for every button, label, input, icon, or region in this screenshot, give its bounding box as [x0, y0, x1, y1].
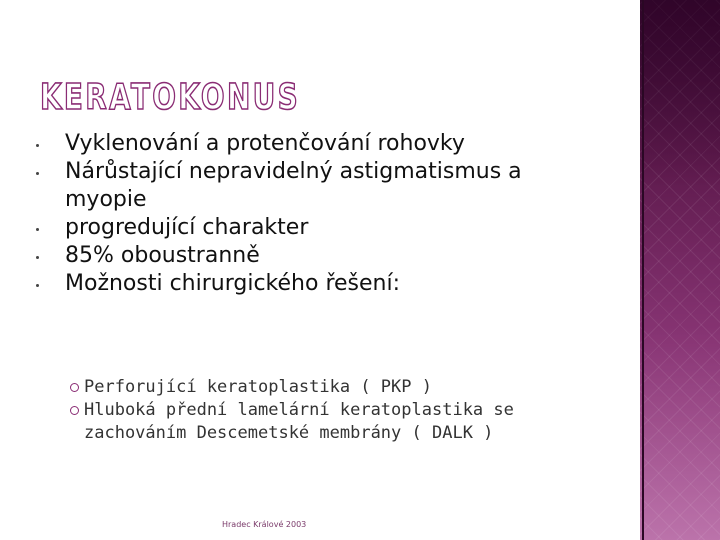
sub-bullet-item	[70, 376, 610, 399]
small-dot-icon	[30, 278, 44, 292]
bullet-text: 85% oboustranně	[65, 243, 260, 268]
small-dot-icon	[30, 250, 44, 264]
bullet-item	[30, 270, 590, 298]
bullet-text: progredující charakter	[65, 215, 309, 240]
slide-title-graphic	[40, 72, 340, 116]
small-dot-icon	[30, 138, 44, 152]
slide-footer: Hradec Králové 2003	[222, 520, 307, 529]
sub-bullet-list	[70, 376, 610, 445]
bullet-text: Nárůstající nepravidelný astigmatismus a myopie	[65, 159, 522, 212]
sub-bullet-text: Hluboká přední lamelární keratoplastika se zachováním Descemetské membrány ( DALK )	[84, 400, 514, 443]
slide-title	[40, 72, 340, 116]
bullet-item	[30, 130, 590, 158]
slide-title-text: KERATOKONUS	[40, 77, 300, 118]
bullet-item	[30, 214, 590, 242]
bullet-item	[30, 158, 590, 214]
small-dot-icon	[30, 222, 44, 236]
small-dot-icon	[30, 166, 44, 180]
main-bullet-list	[30, 130, 590, 298]
sub-bullet-item	[70, 399, 610, 445]
bullet-text: Možnosti chirurgického řešení:	[65, 271, 401, 296]
sub-bullet-text: Perforující keratoplastika ( PKP )	[84, 377, 432, 397]
side-band-edge	[642, 0, 644, 540]
bullet-text: Vyklenování a protenčování rohovky	[65, 131, 465, 156]
bullet-item	[30, 242, 590, 270]
ring-icon	[70, 383, 79, 392]
ring-icon	[70, 406, 79, 415]
decorative-side-band	[640, 0, 720, 540]
